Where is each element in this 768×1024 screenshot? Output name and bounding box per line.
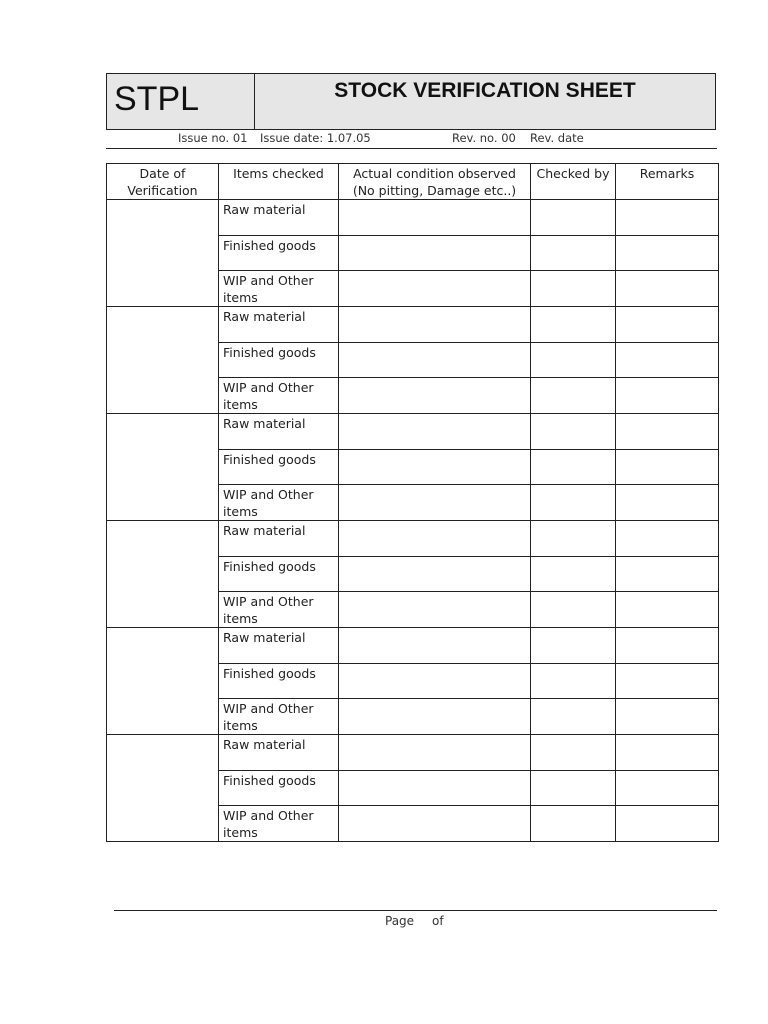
company-logo: STPL: [114, 80, 200, 118]
checked-by-cell[interactable]: [531, 806, 616, 842]
item-finished-goods: Finished goods: [219, 342, 339, 378]
condition-cell[interactable]: [339, 699, 531, 735]
checked-by-cell[interactable]: [531, 770, 616, 806]
condition-cell[interactable]: [339, 200, 531, 236]
table-row: [107, 307, 719, 343]
item-wip-line1: WIP and Other: [223, 594, 314, 609]
item-wip-other: [219, 271, 339, 307]
condition-cell[interactable]: [339, 556, 531, 592]
condition-cell[interactable]: [339, 485, 531, 521]
condition-cell[interactable]: [339, 592, 531, 628]
item-finished-goods: Finished goods: [219, 770, 339, 806]
condition-cell[interactable]: [339, 735, 531, 771]
condition-cell[interactable]: [339, 521, 531, 557]
revision-date: Rev. date: [530, 131, 584, 145]
remarks-cell[interactable]: [616, 735, 719, 771]
document-title: STOCK VERIFICATION SHEET: [334, 79, 636, 102]
verification-table: [106, 163, 719, 842]
checked-by-cell[interactable]: [531, 449, 616, 485]
date-cell[interactable]: [107, 200, 219, 307]
item-raw-material: Raw material: [219, 521, 339, 557]
item-wip-line2: items: [223, 825, 258, 840]
column-header-date: [107, 164, 219, 200]
item-wip-line2: items: [223, 397, 258, 412]
condition-cell[interactable]: [339, 414, 531, 450]
remarks-cell[interactable]: [616, 521, 719, 557]
checked-by-cell[interactable]: [531, 414, 616, 450]
condition-cell[interactable]: [339, 235, 531, 271]
checked-by-cell[interactable]: [531, 200, 616, 236]
checked-by-cell[interactable]: [531, 485, 616, 521]
item-wip-line1: WIP and Other: [223, 273, 314, 288]
item-wip-other: [219, 806, 339, 842]
item-raw-material: Raw material: [219, 307, 339, 343]
remarks-cell[interactable]: [616, 235, 719, 271]
checked-by-cell[interactable]: [531, 235, 616, 271]
item-wip-line2: items: [223, 290, 258, 305]
item-finished-goods: Finished goods: [219, 556, 339, 592]
remarks-cell[interactable]: [616, 378, 719, 414]
footer-of-label: of: [432, 914, 444, 928]
footer-page-label: Page: [385, 914, 415, 928]
issue-number: Issue no. 01: [178, 131, 248, 145]
item-finished-goods: Finished goods: [219, 235, 339, 271]
condition-cell[interactable]: [339, 307, 531, 343]
item-raw-material: Raw material: [219, 735, 339, 771]
table-header-row: [107, 164, 719, 200]
checked-by-cell[interactable]: [531, 521, 616, 557]
item-wip-line1: WIP and Other: [223, 487, 314, 502]
condition-cell[interactable]: [339, 449, 531, 485]
item-raw-material: Raw material: [219, 200, 339, 236]
header-box: [106, 73, 716, 130]
column-header-checked-by: Checked by: [531, 164, 616, 200]
checked-by-cell[interactable]: [531, 556, 616, 592]
issue-date: Issue date: 1.07.05: [260, 131, 371, 145]
checked-by-cell[interactable]: [531, 271, 616, 307]
checked-by-cell[interactable]: [531, 592, 616, 628]
footer-divider: [114, 910, 717, 911]
checked-by-cell[interactable]: [531, 307, 616, 343]
item-wip-other: [219, 592, 339, 628]
remarks-cell[interactable]: [616, 414, 719, 450]
table-row: [107, 521, 719, 557]
remarks-cell[interactable]: [616, 556, 719, 592]
date-cell[interactable]: [107, 414, 219, 521]
item-wip-line1: WIP and Other: [223, 808, 314, 823]
column-header-condition-line2: (No pitting, Damage etc..): [352, 183, 517, 198]
item-wip-other: [219, 378, 339, 414]
item-wip-line1: WIP and Other: [223, 380, 314, 395]
remarks-cell[interactable]: [616, 592, 719, 628]
item-raw-material: Raw material: [219, 628, 339, 664]
checked-by-cell[interactable]: [531, 342, 616, 378]
issue-divider: [106, 148, 717, 149]
date-cell[interactable]: [107, 735, 219, 842]
item-wip-other: [219, 485, 339, 521]
remarks-cell[interactable]: [616, 449, 719, 485]
date-cell[interactable]: [107, 521, 219, 628]
remarks-cell[interactable]: [616, 307, 719, 343]
issue-line: [0, 131, 768, 149]
remarks-cell[interactable]: [616, 699, 719, 735]
table-row: [107, 628, 719, 664]
column-header-condition-line1: Actual condition observed: [353, 166, 516, 181]
remarks-cell[interactable]: [616, 806, 719, 842]
checked-by-cell[interactable]: [531, 378, 616, 414]
date-cell[interactable]: [107, 307, 219, 414]
date-cell[interactable]: [107, 628, 219, 735]
item-wip-line2: items: [223, 504, 258, 519]
condition-cell[interactable]: [339, 628, 531, 664]
item-raw-material: Raw material: [219, 414, 339, 450]
item-wip-line2: items: [223, 611, 258, 626]
condition-cell[interactable]: [339, 770, 531, 806]
table-row: [107, 414, 719, 450]
item-wip-line2: items: [223, 718, 258, 733]
table-row: [107, 200, 719, 236]
column-header-date-line1: Date of: [139, 166, 186, 181]
checked-by-cell[interactable]: [531, 663, 616, 699]
condition-cell[interactable]: [339, 342, 531, 378]
revision-number: Rev. no. 00: [452, 131, 516, 145]
column-header-condition: [339, 164, 531, 200]
remarks-cell[interactable]: [616, 770, 719, 806]
condition-cell[interactable]: [339, 271, 531, 307]
item-wip-line1: WIP and Other: [223, 701, 314, 716]
checked-by-cell[interactable]: [531, 628, 616, 664]
item-finished-goods: Finished goods: [219, 663, 339, 699]
remarks-cell[interactable]: [616, 628, 719, 664]
remarks-cell[interactable]: [616, 271, 719, 307]
item-wip-other: [219, 699, 339, 735]
logo-cell: [107, 74, 255, 129]
table-row: [107, 735, 719, 771]
remarks-cell[interactable]: [616, 200, 719, 236]
condition-cell[interactable]: [339, 378, 531, 414]
column-header-remarks: Remarks: [616, 164, 719, 200]
remarks-cell[interactable]: [616, 485, 719, 521]
condition-cell[interactable]: [339, 806, 531, 842]
remarks-cell[interactable]: [616, 342, 719, 378]
column-header-items: Items checked: [219, 164, 339, 200]
checked-by-cell[interactable]: [531, 699, 616, 735]
condition-cell[interactable]: [339, 663, 531, 699]
item-finished-goods: Finished goods: [219, 449, 339, 485]
checked-by-cell[interactable]: [531, 735, 616, 771]
remarks-cell[interactable]: [616, 663, 719, 699]
column-header-date-line2: Verification: [127, 183, 198, 198]
